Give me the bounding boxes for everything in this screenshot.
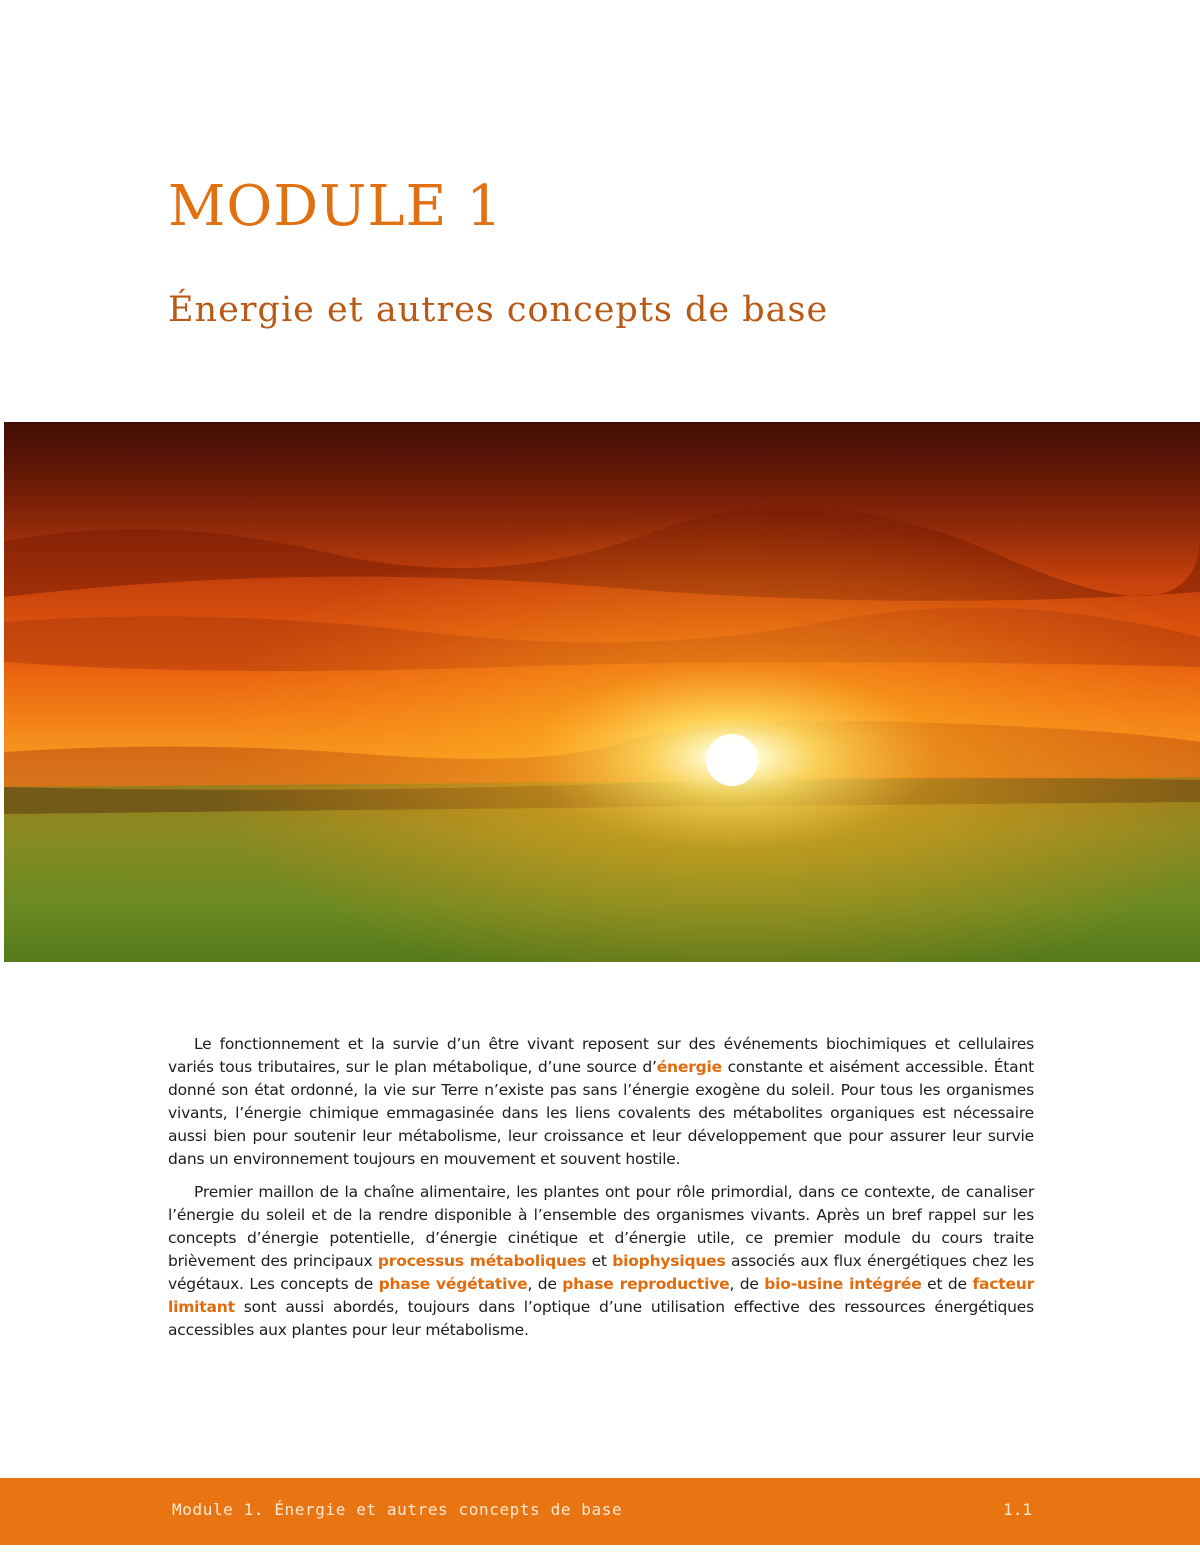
text-span: sont aussi abordés, toujours dans l’optique d’une utilisation effective des ressources énergétiques accessibles aux plantes pour leur métabolisme. [168,1298,1034,1340]
keyword-phase-vegetative[interactable]: phase végétative [378,1274,528,1293]
text-span: , de [729,1274,765,1293]
keyword-energie[interactable]: énergie [656,1058,722,1077]
sunset-over-field-image [4,422,1200,962]
keyword-facteur-limitant[interactable]: facteur limitant [168,1274,1035,1317]
introduction-text [168,1033,1034,1351]
module-subtitle: Énergie et autres concepts de base [168,290,829,330]
paragraph-1 [168,1033,1034,1172]
paragraph-2 [168,1181,1034,1343]
page-number: 1.1 [1003,1500,1032,1519]
page-footer [0,1478,1200,1545]
text-span: associés aux flux énergétiques chez les végétaux. Les concepts de [168,1251,1035,1293]
text-span: Le fonctionnement et la survie d’un être vivant reposent sur des événements biochimiques et cellulaires variés tous tributaires, sur le plan métabolique, d’une source d’ [168,1035,1034,1077]
text-span: constante et aisément accessible. Étant donné son état ordonné, la vie sur Terre n’existe pas sans l’énergie exogène du soleil. Pour tous les organismes vivants, l’énergie chimique emmagasinée dans les liens covalents des métabolites organiques est nécessaire aussi bien pour soutenir leur métabolisme, leur croissance et leur développement que pour assurer leur survie dans un environnement toujours en mouvement et souvent hostile. [168,1058,1034,1169]
keyword-processus-metaboliques[interactable]: processus métaboliques [377,1251,587,1270]
keyword-phase-reproductive[interactable]: phase reproductive [562,1274,730,1293]
text-span: , de [527,1274,563,1293]
module-title: MODULE 1 [168,174,503,239]
text-span: et [586,1251,613,1270]
text-span: Premier maillon de la chaîne alimentaire, les plantes ont pour rôle primordial, dans ce contexte, de canaliser l’énergie du soleil et de la rendre disponible à l’ensemble des organismes vivants. Après un bref rappel sur les concepts d’énergie potentielle, d’énergie cinétique et d’énergie utile, ce premier module du cours traite brièvement des principaux [168,1182,1034,1270]
footer-title: Module 1. Énergie et autres concepts de base [172,1500,623,1519]
keyword-biophysiques[interactable]: biophysiques [612,1251,726,1270]
keyword-bio-usine-integree[interactable]: bio-usine intégrée [764,1274,922,1293]
text-span: et de [921,1274,973,1293]
